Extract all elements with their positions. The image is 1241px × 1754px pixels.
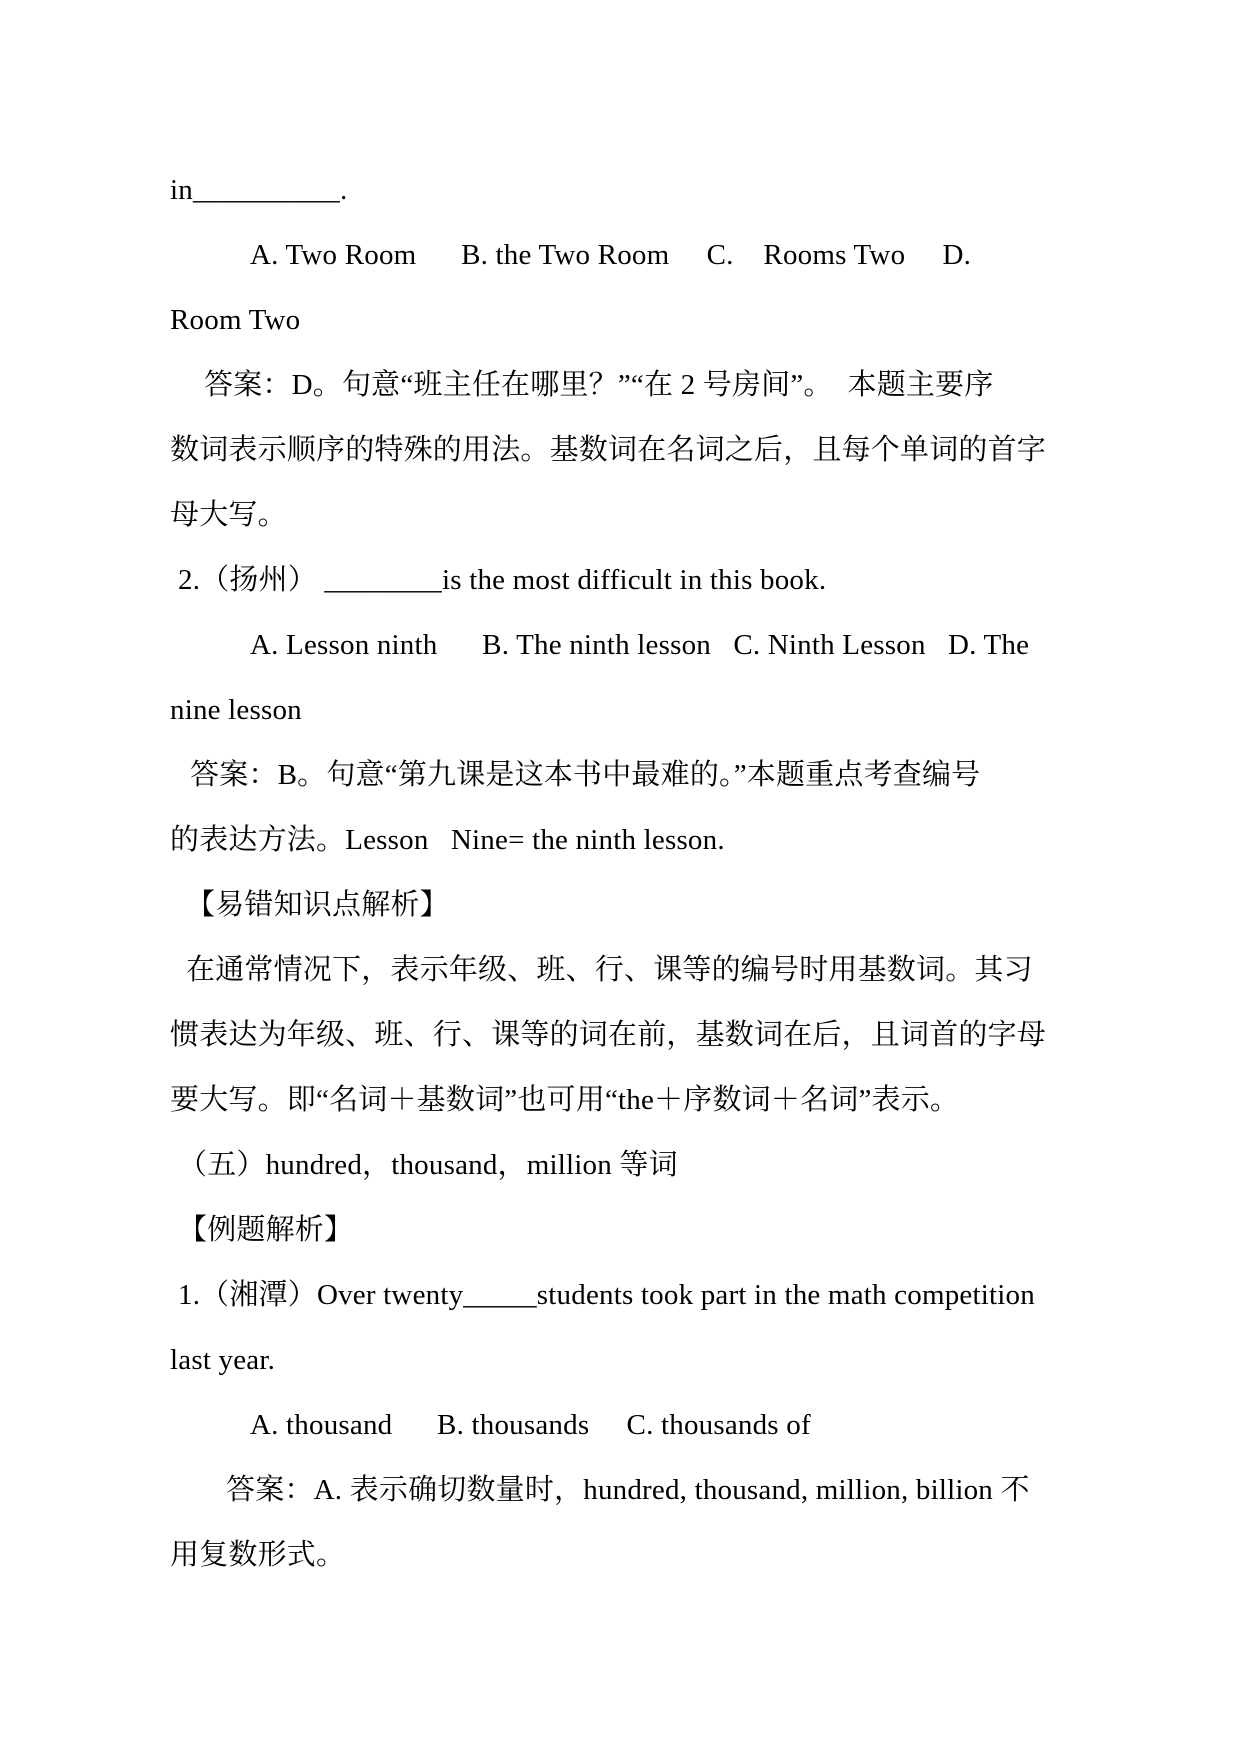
explanation-line: 要大写。即“名词＋基数词”也可用“the＋序数词＋名词”表示。	[170, 1084, 960, 1116]
question-2-line: 2.（扬州） ________is the most difficult in this book.	[178, 564, 827, 596]
options-line-q1: A. Two Room B. the Two Room C. Rooms Two D.	[250, 239, 972, 271]
answer-explanation: 数词表示顺序的特殊的用法。基数词在名词之后，且每个单词的首字	[170, 434, 1047, 466]
document-page	[170, 158, 1085, 1588]
option-d-continuation: nine lesson	[170, 694, 302, 726]
question-1-line: 1.（湘潭）Over twenty_____students took part in the math competition	[178, 1279, 1035, 1311]
question-continuation: last year.	[170, 1344, 276, 1376]
answer-line-q2: 答案：B。句意“第九课是这本书中最难的。”本题重点考查编号	[190, 759, 981, 791]
option-d-continuation: Room Two	[170, 304, 301, 336]
fill-blank-line: in__________.	[170, 174, 348, 206]
options-line-q2: A. Lesson ninth B. The ninth lesson C. Ninth Lesson D. The	[250, 629, 1030, 661]
answer-continuation: 用复数形式。	[170, 1539, 346, 1571]
section-heading-error-points: 【易错知识点解析】	[186, 889, 449, 921]
section-heading-five: （五）hundred，thousand，million 等词	[178, 1149, 678, 1181]
answer-explanation: 的表达方法。Lesson Nine= the ninth lesson.	[170, 824, 725, 856]
answer-line-hundred: 答案：A. 表示确切数量时，hundred, thousand, million, billion 不	[226, 1474, 1030, 1506]
explanation-line: 在通常情况下，表示年级、班、行、课等的编号时用基数词。其习	[186, 954, 1033, 986]
options-line-q1-hundred: A. thousand B. thousands C. thousands of	[250, 1409, 811, 1441]
explanation-line: 惯表达为年级、班、行、课等的词在前，基数词在后，且词首的字母	[170, 1019, 1047, 1051]
answer-explanation: 母大写。	[170, 499, 287, 531]
answer-line-q1: 答案：D。句意“班主任在哪里？”“在 2 号房间”。 本题主要序	[204, 369, 994, 401]
section-heading-examples: 【例题解析】	[178, 1214, 354, 1246]
